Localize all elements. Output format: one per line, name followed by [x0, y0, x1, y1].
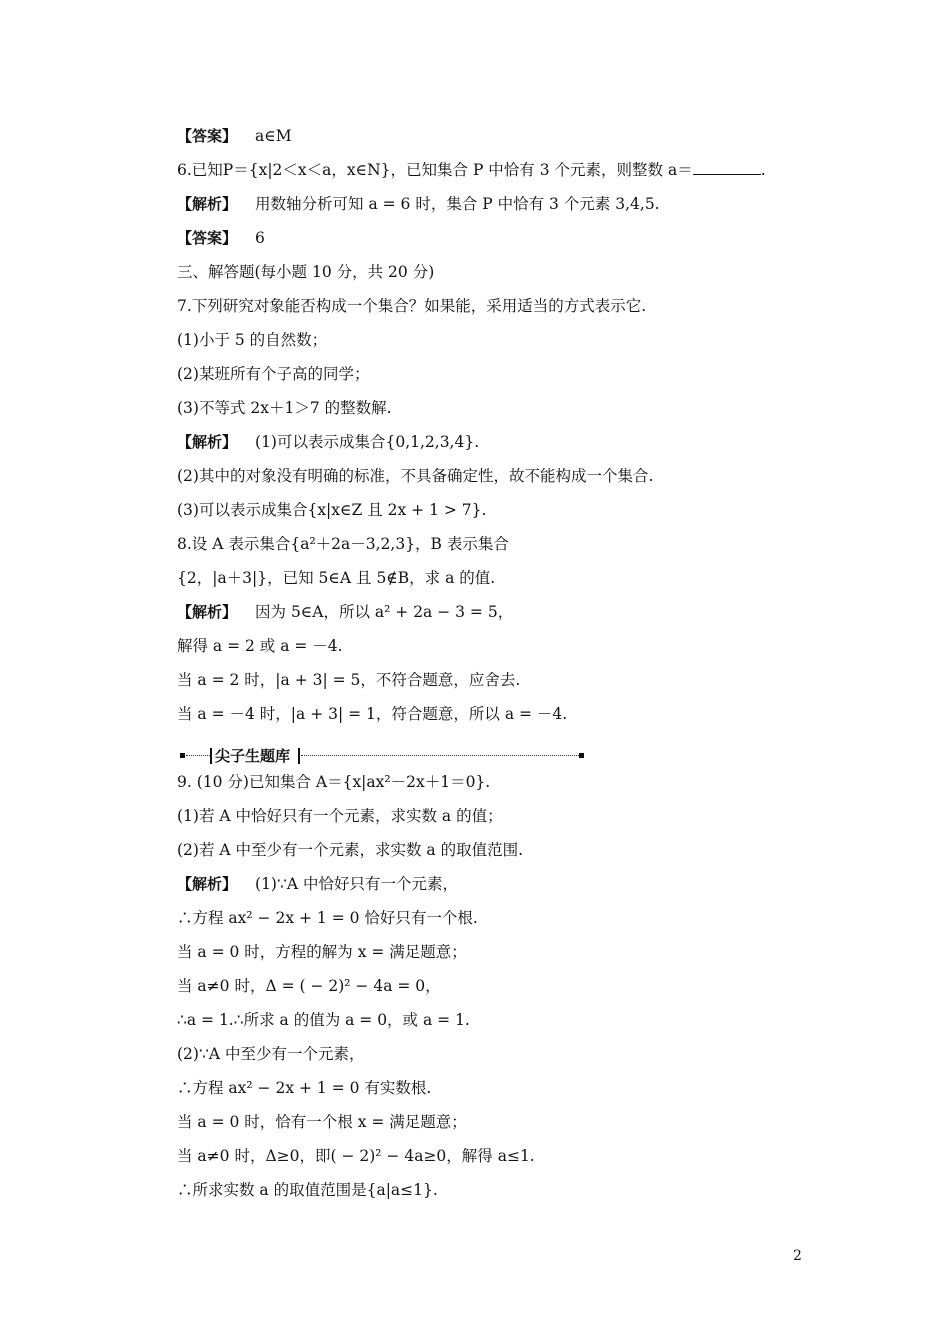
text-line	[177, 398, 830, 418]
line-text: 当 a = －4 时，|a + 3| = 1，符合题意，所以 a = －4.	[177, 705, 568, 723]
line-text: 9. (10 分)已知集合 A＝{x|ax²－2x＋1＝0}.	[177, 773, 491, 791]
line-text: 解得 a = 2 或 a = －4.	[177, 637, 343, 655]
section-tag: 【解析】	[177, 875, 238, 893]
line-text: 当 a = 0 时，方程的解为 x = 满足题意；	[177, 943, 467, 961]
divider-dots-right	[301, 755, 579, 756]
text-line	[177, 806, 830, 826]
text-line	[177, 908, 830, 928]
line-text: ∴所求实数 a 的取值范围是{a|a≤1}.	[177, 1181, 438, 1199]
text-line	[177, 1010, 830, 1030]
line-text: 当 a≠0 时，Δ≥0，即( − 2)² − 4a≥0，解得 a≤1.	[177, 1147, 535, 1165]
line-suffix: .	[760, 161, 766, 179]
line-text: {2，|a＋3|}，已知 5∈A 且 5∉B，求 a 的值.	[177, 569, 496, 587]
text-line	[177, 704, 830, 724]
text-line	[177, 466, 830, 486]
line-text: 当 a≠0 时，Δ = ( − 2)² − 4a = 0，	[177, 977, 441, 995]
line-text: 三、解答题(每小题 10 分，共 20 分)	[177, 263, 435, 281]
section-tag: 【解析】	[177, 603, 238, 621]
line-text: (3)可以表示成集合{x|x∈Z 且 2x + 1 > 7}.	[177, 501, 487, 519]
line-text: ∴a = 1.∴所求 a 的值为 a = 0，或 a = 1.	[177, 1011, 470, 1029]
text-line	[177, 942, 830, 962]
line-text: ∴方程 ax² − 2x + 1 = 0 恰好只有一个根.	[177, 909, 478, 927]
section-tag: 【解析】	[177, 195, 238, 213]
section-divider	[180, 746, 585, 766]
line-text: (2)若 A 中至少有一个元素，求实数 a 的取值范围.	[177, 841, 524, 859]
text-line	[177, 1078, 830, 1098]
divider-bar-right	[298, 748, 300, 764]
line-text: (2)∵A 中至少有一个元素，	[177, 1045, 365, 1063]
section-tag: 【答案】	[177, 127, 238, 145]
line-text: (1)可以表示成集合{0,1,2,3,4}.	[255, 433, 480, 451]
text-line	[177, 432, 830, 452]
text-line	[177, 160, 830, 180]
text-line	[177, 840, 830, 860]
text-line	[177, 772, 830, 792]
line-text: ∴方程 ax² − 2x + 1 = 0 有实数根.	[177, 1079, 432, 1097]
text-line	[177, 296, 830, 316]
text-line	[177, 330, 830, 350]
divider-square-right	[579, 753, 584, 758]
line-text: (1)小于 5 的自然数；	[177, 331, 328, 349]
line-text: a∈M	[255, 127, 292, 145]
text-line	[177, 602, 830, 622]
section-tag: 【答案】	[177, 229, 238, 247]
divider-label: 尖子生题库	[215, 747, 291, 765]
line-text: 7.下列研究对象能否构成一个集合？如果能，采用适当的方式表示它.	[177, 297, 647, 315]
line-text: (3)不等式 2x＋1＞7 的整数解.	[177, 399, 392, 417]
divider-dots-left	[186, 755, 210, 756]
answer-blank	[693, 161, 761, 175]
line-text: (2)其中的对象没有明确的标准，不具备确定性，故不能构成一个集合.	[177, 467, 654, 485]
text-line	[177, 1044, 830, 1064]
text-line	[177, 364, 830, 384]
text-line	[177, 976, 830, 996]
text-line	[177, 534, 830, 554]
text-line	[177, 1112, 830, 1132]
text-line	[177, 126, 830, 146]
line-text: 因为 5∈A，所以 a² + 2a − 3 = 5，	[255, 603, 514, 621]
text-line	[177, 636, 830, 656]
text-line	[177, 228, 830, 248]
section-tag: 【解析】	[177, 433, 238, 451]
line-text: 用数轴分析可知 a = 6 时，集合 P 中恰有 3 个元素 3,4,5.	[255, 195, 660, 213]
line-text: (1)∵A 中恰好只有一个元素，	[255, 875, 458, 893]
text-line	[177, 194, 830, 214]
line-text: 6.已知P＝{x|2＜x＜a，x∈N}，已知集合 P 中恰有 3 个元素，则整数 a＝	[177, 161, 693, 179]
line-text: 6	[255, 229, 265, 247]
page-number: 2	[793, 1248, 802, 1264]
text-line	[177, 670, 830, 690]
line-text: (1)若 A 中恰好只有一个元素，求实数 a 的值；	[177, 807, 503, 825]
line-text: 当 a = 2 时，|a + 3| = 5，不符合题意，应舍去.	[177, 671, 521, 689]
text-line	[177, 500, 830, 520]
text-line	[177, 874, 830, 894]
text-line	[177, 1146, 830, 1166]
line-text: 8.设 A 表示集合{a²＋2a－3,2,3}，B 表示集合	[177, 535, 509, 553]
text-line	[177, 1180, 830, 1200]
text-line	[177, 568, 830, 588]
line-text: 当 a = 0 时，恰有一个根 x = 满足题意；	[177, 1113, 467, 1131]
divider-square-left	[180, 753, 185, 758]
text-line	[177, 262, 830, 282]
line-text: (2)某班所有个子高的同学；	[177, 365, 370, 383]
